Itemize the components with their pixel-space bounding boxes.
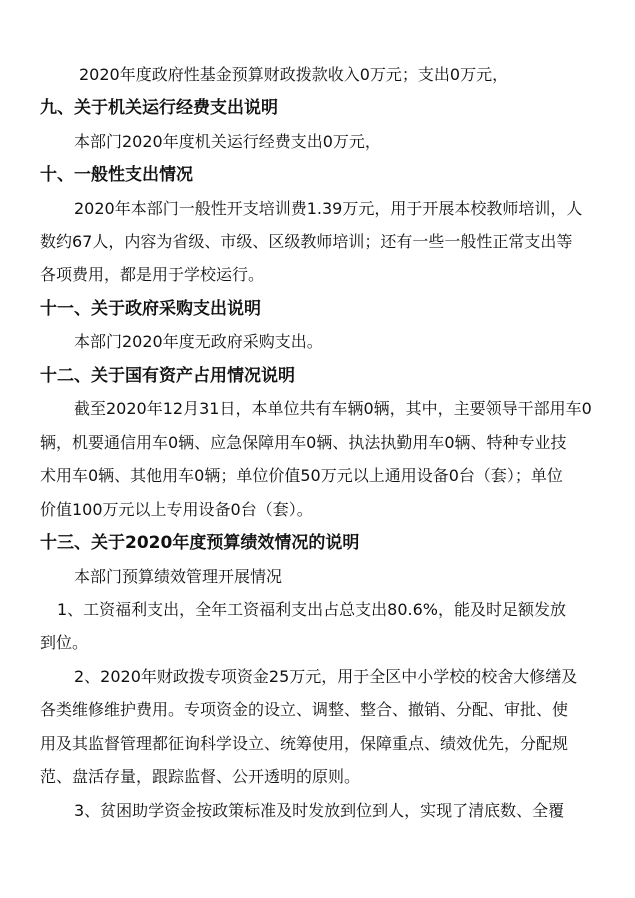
text-line: 2020年度政府性基金预算财政拨款收入0万元；支出0万元，	[79, 65, 509, 84]
section-heading: 十一、关于政府采购支出说明	[40, 299, 261, 319]
text-line: 本部门2020年度机关运行经费支出0万元，	[74, 132, 381, 151]
section-heading: 九、关于机关运行经费支出说明	[40, 98, 278, 118]
text-line: 本部门2020年度无政府采购支出。	[74, 332, 323, 351]
text-line: 截至2020年12月31日，本单位共有车辆0辆，其中，主要领导干部用车0	[74, 399, 592, 418]
text-line: 范、盘活存量，跟踪监督、公开透明的原则。	[40, 767, 361, 786]
text-line: 各类维修维护费用。专项资金的设立、调整、整合、撤销、分配、审批、使	[40, 700, 569, 719]
text-line: 术用车0辆、其他用车0辆；单位价值50万元以上通用设备0台（套）；单位	[40, 466, 563, 485]
text-line: 价值100万元以上专用设备0台（套）。	[40, 500, 313, 519]
text-line: 1、工资福利支出，全年工资福利支出占总支出80.6%，能及时足额发放	[57, 600, 567, 619]
text-line: 2020年本部门一般性开支培训费1.39万元，用于开展本校教师培训，人	[74, 199, 583, 218]
text-line: 辆，机要通信用车0辆、应急保障用车0辆、执法执勤用车0辆、特种专业技	[40, 433, 567, 452]
section-heading: 十、一般性支出情况	[40, 165, 193, 185]
text-line: 各项费用，都是用于学校运行。	[40, 265, 265, 284]
section-heading: 十二、关于国有资产占用情况说明	[40, 366, 295, 386]
text-line: 数约67人，内容为省级、市级、区级教师培训；还有一些一般性正常支出等	[40, 232, 573, 251]
text-line: 2、2020年财政拨专项资金25万元，用于全区中小学校的校舍大修缮及	[74, 667, 578, 686]
text-line: 3、贫困助学资金按政策标准及时发放到位到人，实现了清底数、全覆	[74, 801, 565, 820]
section-heading: 十三、关于2020年度预算绩效情况的说明	[40, 533, 360, 553]
text-line: 到位。	[40, 633, 89, 652]
text-line: 用及其监督管理都征询科学设立、统筹使用，保障重点、绩效优先，分配规	[40, 734, 569, 753]
text-line: 本部门预算绩效管理开展情况	[74, 567, 283, 586]
